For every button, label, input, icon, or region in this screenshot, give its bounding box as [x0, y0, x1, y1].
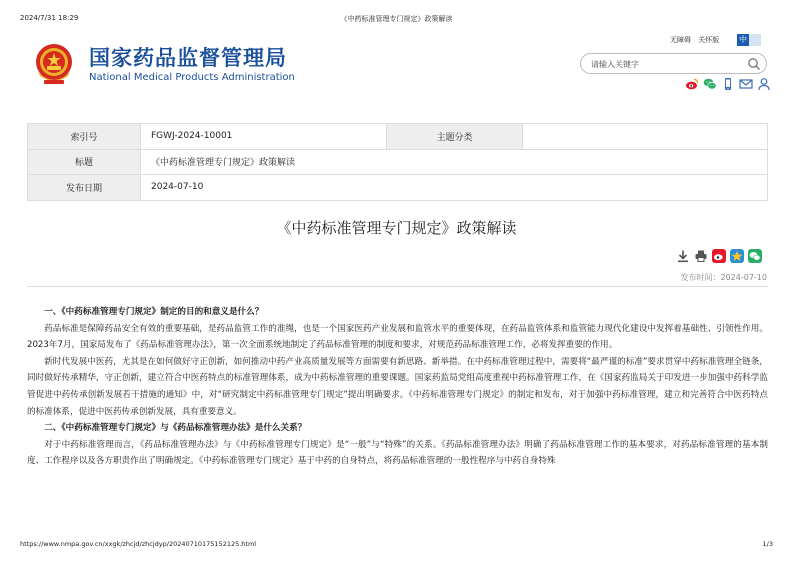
print-datetime: 2024/7/31 18:29 — [20, 14, 79, 22]
download-icon[interactable] — [676, 249, 690, 263]
search-input[interactable] — [591, 57, 741, 71]
mobile-icon[interactable] — [721, 77, 735, 91]
accessibility-link[interactable]: 无障碍 — [670, 36, 691, 44]
title-value: 《中药标准管理专门规定》政策解读 — [141, 149, 768, 175]
social-links — [685, 77, 771, 91]
meta-row — [28, 175, 768, 201]
paragraph: 新时代发展中医药，尤其是在如何做好守正创新，如何推动中药产业高质量发展等方面需要有新思路、新举措。在中药标准管理过程中，需要将“最严谨的标准”要求贯穿中药标准管理全链条，同时做好传承精华，守正创新，建立符合中医药特点的标准管理体系，成为中药标准管理的重要课题。国家药监局党组高度重视中药标准管理工作，在《国家药监局关于印发进一步加强中药科学监管促进中药传承创新发展若干措施的通知》中，对“研究制定中药标准管理专门规定”提出明确要求。《中药标准管理专门规定》的制定和发布，对于加强中药标准管理，建立和完善符合中医药特点的标准体系，促进中医药传承创新发展，具有重要意义。 — [27, 356, 768, 417]
national-emblem-icon — [30, 40, 78, 88]
paragraph: 药品标准是保障药品安全有效的重要基础，是药品监管工作的准绳，也是一个国家医药产业发展和监管水平的重要体现，在药品监管体系和监管能力现代化建设中发挥着基础性、引领性作用。2023年7月，国家局发布了《药品标准管理办法》，第一次全面系统地制定了药品标准管理的制度和要求，对规范药品标准管理工作，必将发挥重要的作用。 — [27, 323, 768, 351]
article-body — [27, 304, 768, 470]
lang-cn-button[interactable]: 中 — [739, 35, 747, 44]
date-label: 发布日期 — [28, 175, 141, 201]
email-icon[interactable] — [739, 77, 753, 91]
section-heading: 一、《中药标准管理专门规定》制定的目的和意义是什么？ — [44, 307, 264, 317]
print-icon[interactable] — [694, 249, 708, 263]
search-box — [580, 53, 767, 74]
print-header — [20, 14, 773, 26]
site-name-cn: 国家药品监督管理局 — [89, 46, 287, 70]
print-footer — [20, 540, 773, 552]
divider — [27, 286, 768, 287]
weibo-share-icon[interactable] — [712, 249, 726, 263]
title-label: 标题 — [28, 149, 141, 175]
section-heading: 二、《中药标准管理专门规定》与《药品标准管理办法》是什么关系？ — [44, 423, 307, 434]
language-switch — [737, 34, 761, 46]
publish-time: 发布时间：2024-07-10 — [680, 273, 767, 282]
index-label: 索引号 — [28, 124, 141, 150]
site-name-en: National Medical Products Administration — [89, 72, 295, 83]
wechat-share-icon[interactable] — [748, 249, 762, 263]
wechat-icon[interactable] — [703, 77, 717, 91]
weibo-icon[interactable] — [685, 77, 699, 91]
paragraph: 对于中药标准管理而言，《药品标准管理办法》与《中药标准管理专门规定》是“一般”与“特殊”的关系。《药品标准管理办法》明确了药品标准管理工作的基本要求，对药品标准管理的基本制度、工作程序以及各方职责作出了明确规定。《中药标准管理专门规定》基于中药的自身特点，将药品标准管理的一般性程序与中药自身特殊 — [27, 439, 768, 467]
category-value — [523, 124, 768, 150]
page-number: 1/3 — [762, 540, 773, 548]
lang-en-button[interactable] — [749, 34, 761, 46]
print-page-title: 《中药标准管理专门规定》政策解读 — [340, 15, 453, 23]
site-header — [0, 30, 793, 100]
care-mode-link[interactable]: 关怀版 — [698, 36, 720, 44]
document-meta-table — [27, 123, 768, 201]
top-links — [670, 35, 724, 45]
search-icon[interactable] — [747, 57, 761, 71]
article-title: 《中药标准管理专门规定》政策解读 — [276, 219, 517, 237]
category-label: 主题分类 — [387, 124, 523, 150]
user-icon[interactable] — [757, 77, 771, 91]
meta-row — [28, 149, 768, 175]
date-value: 2024-07-10 — [141, 175, 768, 201]
qzone-share-icon[interactable] — [730, 249, 744, 263]
index-value: FGWJ-2024-10001 — [141, 124, 387, 150]
meta-row — [28, 124, 768, 150]
page-url: https://www.nmpa.gov.cn/xxgk/zhcjd/zhcjdyp/20240710175152125.html — [20, 540, 257, 548]
article-tools — [676, 248, 762, 264]
